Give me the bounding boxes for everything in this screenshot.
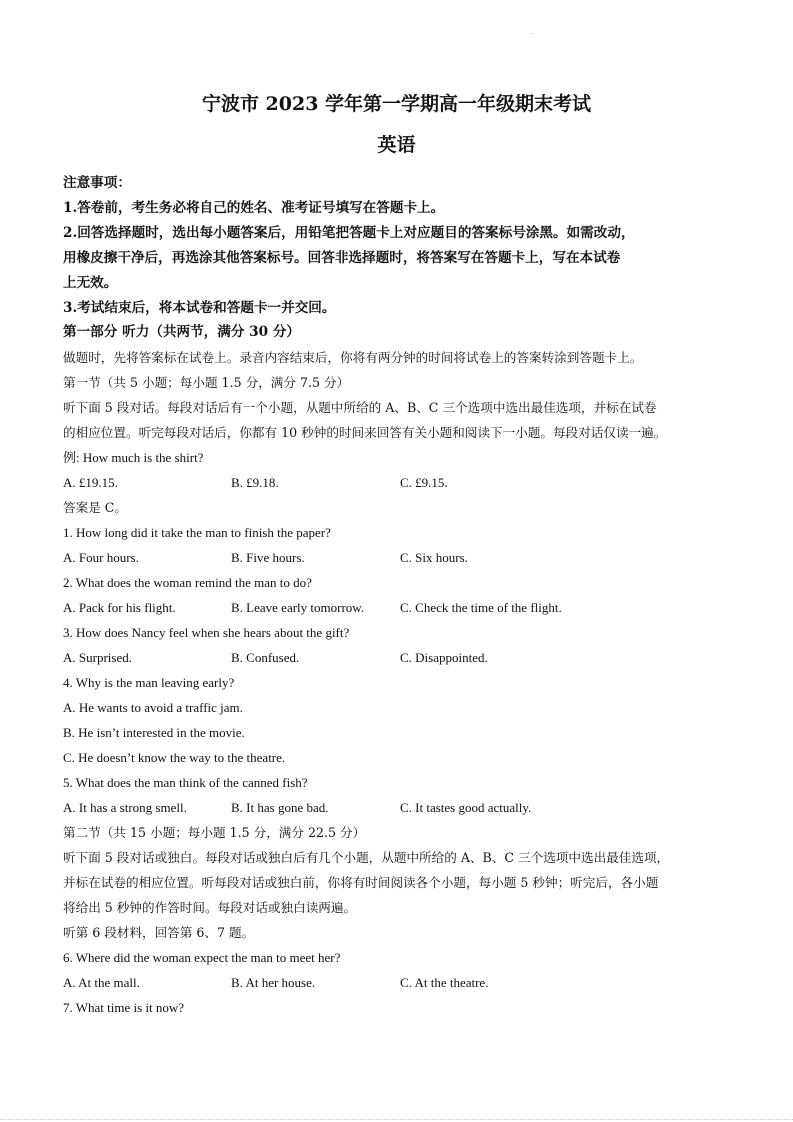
question-7: 7. What time is it now?	[63, 1000, 185, 1015]
question-1: 1. How long did it take the man to finish the paper?	[63, 525, 331, 540]
question-4-option-a: A. He wants to avoid a traffic jam.	[63, 700, 243, 715]
question-3-option-a: A. Surprised.	[63, 650, 132, 665]
section1-instruction-2: 的相应位置。听完每段对话后，你都有 10 秒钟的时间来回答有关小题和阅读下一小题。每段对话仅读一遍。	[63, 425, 667, 440]
question-1-option-a: A. Four hours.	[63, 550, 139, 565]
question-2-option-c: C. Check the time of the flight.	[400, 600, 562, 615]
question-5-option-a: A. It has a strong smell.	[63, 800, 187, 815]
question-6: 6. Where did the woman expect the man to meet her?	[63, 950, 341, 965]
question-6-option-c: C. At the theatre.	[400, 975, 489, 990]
subject-title: 英语	[377, 134, 416, 156]
page-bottom-rule	[0, 1119, 793, 1120]
notice-item-3: 3.考试结束后，将本试卷和答题卡一并交回。	[63, 300, 336, 316]
example-option-a: A. £19.15.	[63, 475, 118, 490]
section2-instruction-3: 将给出 5 秒钟的作答时间。每段对话或独白读两遍。	[63, 900, 357, 915]
question-3-option-c: C. Disappointed.	[400, 650, 488, 665]
notice-heading: 注意事项：	[63, 175, 131, 191]
question-2-option-b: B. Leave early tomorrow.	[231, 600, 365, 615]
question-3-option-b: B. Confused.	[231, 650, 300, 665]
section1-heading: 第一节（共 5 小题；每小题 1.5 分，满分 7.5 分）	[63, 375, 350, 390]
question-4-option-c: C. He doesn’t know the way to the theatre.	[63, 750, 286, 765]
exam-title: 宁波市 2023 学年第一学期高一年级期末考试	[201, 93, 592, 115]
part1-intro: 做题时，先将答案标在试卷上。录音内容结束后，你将有两分钟的时间将试卷上的答案转涂到答题卡上。	[63, 350, 643, 365]
notice-item-2-end: 上无效。	[63, 275, 118, 291]
question-6-option-a: A. At the mall.	[63, 975, 140, 990]
question-5-option-b: B. It has gone bad.	[231, 800, 329, 815]
part1-heading: 第一部分 听力（共两节，满分 30 分）	[63, 324, 301, 340]
section2-heading: 第二节（共 15 小题；每小题 1.5 分，满分 22.5 分）	[63, 825, 366, 840]
example-option-c: C. £9.15.	[400, 475, 448, 490]
question-1-option-c: C. Six hours.	[400, 550, 468, 565]
question-3: 3. How does Nancy feel when she hears about the gift?	[63, 625, 350, 640]
question-1-option-b: B. Five hours.	[231, 550, 305, 565]
notice-item-2: 2.回答选择题时，选出每小题答案后，用铅笔把答题卡上对应题目的答案标号涂黑。如需改动，	[63, 225, 635, 241]
notice-item-1: 1.答卷前，考生务必将自己的姓名、准考证号填写在答题卡上。	[63, 200, 445, 216]
section2-instruction-1: 听下面 5 段对话或独白。每段对话或独白后有几个小题，从题中所给的 A、B、C 三个选项中选出最佳选项，	[63, 850, 670, 865]
question-2-option-a: A. Pack for his flight.	[63, 600, 176, 615]
scan-speck	[531, 33, 533, 34]
question-4-option-b: B. He isn’t interested in the movie.	[63, 725, 245, 740]
question-4: 4. Why is the man leaving early?	[63, 675, 235, 690]
question-5: 5. What does the man think of the canned fish?	[63, 775, 308, 790]
section1-instruction-1: 听下面 5 段对话。每段对话后有一个小题，从题中所给的 A、B、C 三个选项中选出最佳选项，并标在试卷	[63, 400, 657, 415]
example-option-b: B. £9.18.	[231, 475, 279, 490]
question-5-option-c: C. It tastes good actually.	[400, 800, 532, 815]
material-6-note: 听第 6 段材料，回答第 6、7 题。	[63, 925, 255, 940]
section2-instruction-2: 并标在试卷的相应位置。听每段对话或独白前，你将有时间阅读各个小题，每小题 5 秒钟；听完后，各小题	[63, 875, 659, 890]
notice-item-2-cont: 用橡皮擦干净后，再选涂其他答案标号。回答非选择题时，将答案写在答题卡上，写在本试卷	[63, 250, 621, 266]
question-2: 2. What does the woman remind the man to do?	[63, 575, 312, 590]
question-6-option-b: B. At her house.	[231, 975, 316, 990]
example-answer: 答案是 C。	[63, 500, 128, 515]
example-question: 例: How much is the shirt?	[63, 450, 204, 465]
